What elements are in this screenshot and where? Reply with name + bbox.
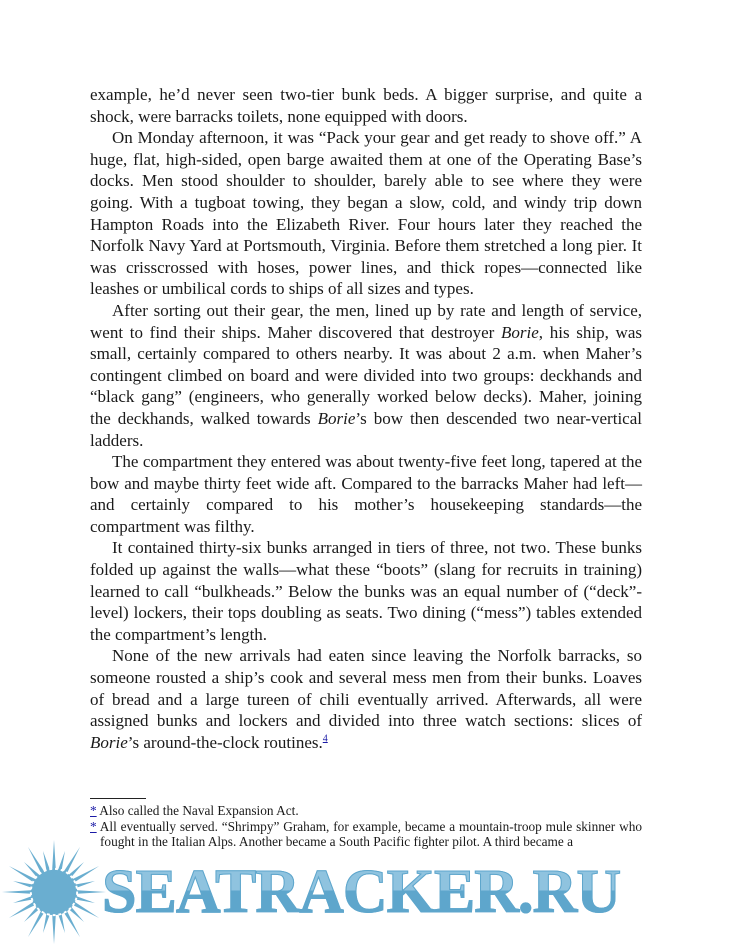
sun-logo-icon (0, 838, 108, 946)
watermark (0, 838, 729, 946)
sun-ray (43, 851, 50, 872)
sun-ray (58, 851, 65, 872)
ship-name: Borie (90, 732, 128, 752)
footnote-text: All eventually served. “Shrimpy” Graham, for example, became a mountain-troop mule skinner who fought in the Italian Alps. Another became a South Pacific fighter pilot. A third became a (96, 818, 642, 849)
footnote-reference-link[interactable]: 4 (322, 733, 328, 745)
footnote-marker-link[interactable]: * (90, 818, 97, 834)
sun-ray (71, 901, 99, 918)
sun-ray (74, 896, 95, 903)
footnote-text: Also called the Naval Expansion Act. (96, 803, 299, 818)
paragraph: The compartment they entered was about twenty-five feet long, tapered at the bow and maybe thirty feet wide aft. Compared to the barracks Maher had left—and certainly compared to his mother’s housekeeping standards—the compartment was filthy. (90, 452, 642, 536)
sun-ray (9, 866, 37, 883)
paragraph: On Monday afternoon, it was “Pack your gear and get ready to shove off.” A huge, flat, high-sided, open barge awaited them at one of the Operating Base’s docks. Men stood shoulder to shoulder, barely able to see where they were going. With a tugboat towing, they began a slow, cold, and windy trip down Hampton Roads into the Elizabeth River. Four hours later they reached the Norfolk Navy Yard at Portsmouth, Virginia. Before them stretched a long pier. It was crisscrossed with hoses, power lines, and thick ropes—connected like leashes or umbilical cords to ships of all sizes and types. (90, 128, 642, 299)
footnote (90, 803, 642, 819)
text: None of the new arrivals had eaten since leaving the Norfolk barracks, so someone rousted a ship’s cook and several mess men from their bunks. Loaves of bread and a large tureen of chili eventually arrived. Afterwards, all were assigned bunks and lockers and divided into three watch sections: slices of (90, 646, 642, 731)
sun-ray (28, 909, 45, 937)
paragraph (90, 645, 642, 753)
paragraph: It contained thirty-six bunks arranged in tiers of three, not two. These bunks folded up against the walls—what these “boots” (slang for recruits in training) learned to call “bulkheads.” Below the bunks was an equal number of (“deck”-level) lockers, their tops doubling as seats. Two dining (“mess”) tables extended the compartment’s length. (90, 538, 642, 644)
watermark-text: SEATRACKER.RU (102, 852, 722, 932)
text: , his ship, was small, certainly compared to others nearby. It was about 2 a.m. when Maher’s contingent climbed on board and were divided into two groups: deckhands and “black gang” (engineers, who generally worked below decks). Maher, joining the deckhands, walked towards (90, 322, 642, 428)
sun-ray (28, 847, 45, 875)
sun-ray (52, 840, 56, 871)
sun-ray (2, 890, 33, 894)
ship-name: Borie (317, 408, 356, 428)
paragraph: example, he’d never seen two-tier bunk beds. A bigger surprise, and quite a shock, were barracks toilets, none equipped with doors. (90, 85, 642, 126)
sun-ray (9, 901, 37, 918)
sun-ray (13, 896, 34, 903)
sun-ray (63, 909, 80, 937)
footnote-divider (90, 798, 146, 799)
sun-ray (52, 913, 56, 944)
ship-name: Borie (501, 322, 539, 342)
sun-ray (71, 866, 99, 883)
paragraph (90, 300, 642, 451)
footnote-marker-link[interactable]: * (90, 803, 97, 818)
body-text (90, 84, 642, 753)
text: ’s around-the-clock routines. (127, 732, 323, 752)
text: ’s bow then descended two near-vertical ladders. (90, 408, 642, 450)
sun-ray (63, 847, 80, 875)
text: After sorting out their gear, the men, lined up by rate and length of service, went to find their ships. Maher discovered that destroyer (90, 300, 642, 342)
